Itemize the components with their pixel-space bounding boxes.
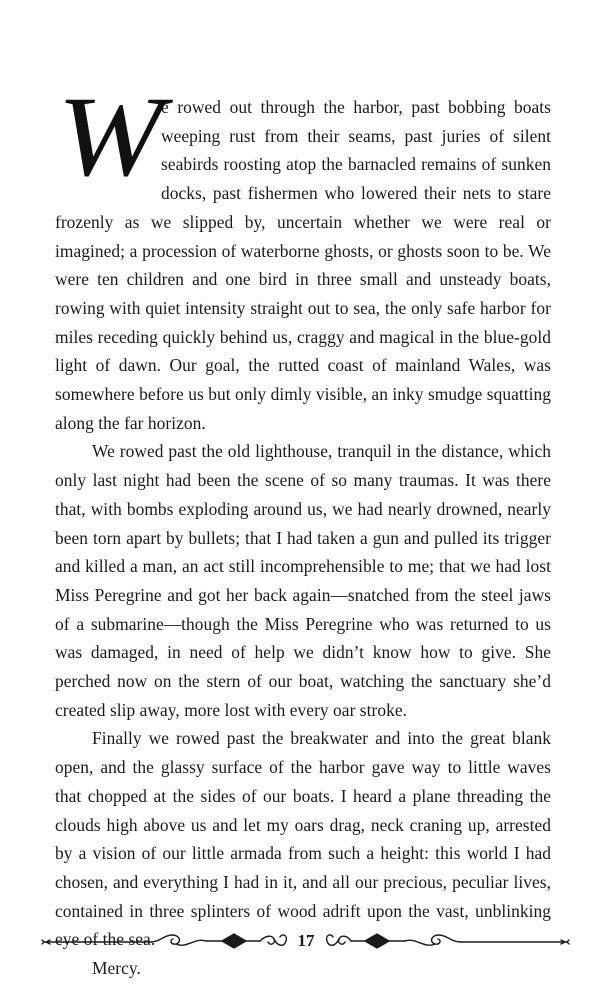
- paragraph-2: We rowed past the old lighthouse, tranquil in the distance, which only last night had been the scene of so many traumas. It was there that, with bombs exploding around us, we had nearly drowned, nearly been torn apart by bullets; that I had taken a gun and pulled its trigger and killed a man, an act still incomprehensible to me; that we had lost Miss Peregrine and got her back again—snatched from the steel jaws of a submarine—though the Miss Peregrine who was returned to us was damaged, in need of help we didn’t know how to give. She perched now on the stern of our boat, watching the sanctuary she’d created slip away, more lost with every oar stroke.: [55, 441, 551, 720]
- paragraph-4: Mercy.: [92, 958, 141, 979]
- page-number: 17: [288, 927, 324, 955]
- paragraph-1-text: e rowed out through the harbor, past bobbing boats weeping rust from their seams, past juries of silent seabirds roosting atop the barnacled remains of sunken docks, past fishermen who lowered their nets to stare frozenly as we slipped by, uncertain whether we were real or imagined; a procession of waterborne ghosts, or ghosts soon to be. We were ten children and one bird in three small and unsteady boats, rowing with quiet intensity straight out to sea, the only safe harbor for miles receding quickly behind us, craggy and magical in the blue-gold light of dawn. Our goal, the rutted coast of mainland Wales, was somewhere before us but only dimly visible, an inky smudge squatting along the far horizon.: [55, 97, 551, 433]
- drop-cap-letter: W: [57, 73, 164, 200]
- paragraph-1: [55, 73, 551, 437]
- paragraph-3: Finally we rowed past the breakwater and into the great blank open, and the glassy surface of the harbor gave way to little waves that chopped at the sides of our boats. I heard a plane threading the clouds high above us and let my oars drag, neck craning up, arrested by a vision of our little armada from such a height: this world I had chosen, and everything I had in it, and all our precious, peculiar lives, contained in three splinters of wood adrift upon the vast, unblinking eye of the sea.: [55, 728, 551, 950]
- chapter-text: [55, 73, 551, 983]
